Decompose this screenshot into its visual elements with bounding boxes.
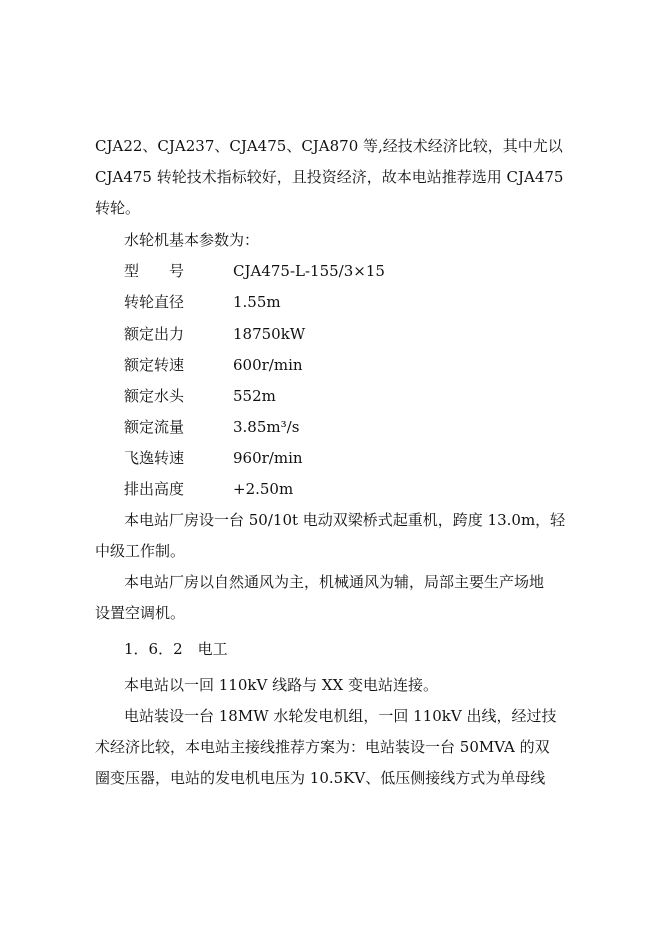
param-value-rated-flow: 3.85m³/s <box>233 418 300 436</box>
ventilation-line-2: 设置空调机。 <box>95 604 186 622</box>
param-label-runner-diameter: 转轮直径 <box>124 293 185 311</box>
connection-paragraph: 本电站以一回 110kV 线路与 XX 变电站连接。 <box>124 676 438 694</box>
param-value-rated-head: 552m <box>233 387 276 405</box>
param-value-runaway-speed: 960r/min <box>233 449 303 467</box>
param-value-runner-diameter: 1.55m <box>233 293 281 311</box>
param-value-model: CJA475-L-155/3×15 <box>233 262 385 280</box>
param-value-rated-output: 18750kW <box>233 325 306 343</box>
crane-line-2: 中级工作制。 <box>95 542 186 560</box>
params-heading: 水轮机基本参数为： <box>124 231 260 249</box>
wiring-line-3: 圈变压器，电站的发电机电压为 10.5KV、低压侧接线方式为单母线 <box>95 769 546 787</box>
param-label-draft-height: 排出高度 <box>124 480 185 498</box>
param-label-model: 型 号 <box>124 262 185 280</box>
param-label-rated-output: 额定出力 <box>124 325 185 343</box>
intro-line-1: CJA22、CJA237、CJA475、CJA870 等,经技术经济比较，其中尤以 <box>95 137 563 155</box>
section-heading: 1．6．2 电工 <box>124 640 228 658</box>
intro-line-3: 转轮。 <box>95 199 141 217</box>
param-value-draft-height: +2.50m <box>233 480 294 498</box>
crane-line-1: 本电站厂房设一台 50/10t 电动双梁桥式起重机，跨度 13.0m，轻 <box>124 511 566 529</box>
param-label-rated-head: 额定水头 <box>124 387 185 405</box>
wiring-line-2: 术经济比较，本电站主接线推荐方案为：电站装设一台 50MVA 的双 <box>95 738 550 756</box>
param-value-rated-speed: 600r/min <box>233 356 303 374</box>
param-label-rated-speed: 额定转速 <box>124 356 185 374</box>
wiring-line-1: 电站装设一台 18MW 水轮发电机组，一回 110kV 出线，经过技 <box>124 707 557 725</box>
intro-line-2: CJA475 转轮技术指标较好，且投资经济，故本电站推荐选用 CJA475 <box>95 168 564 186</box>
ventilation-line-1: 本电站厂房以自然通风为主，机械通风为辅，局部主要生产场地 <box>124 573 545 591</box>
param-label-rated-flow: 额定流量 <box>124 418 185 436</box>
param-label-runaway-speed: 飞逸转速 <box>124 449 185 467</box>
